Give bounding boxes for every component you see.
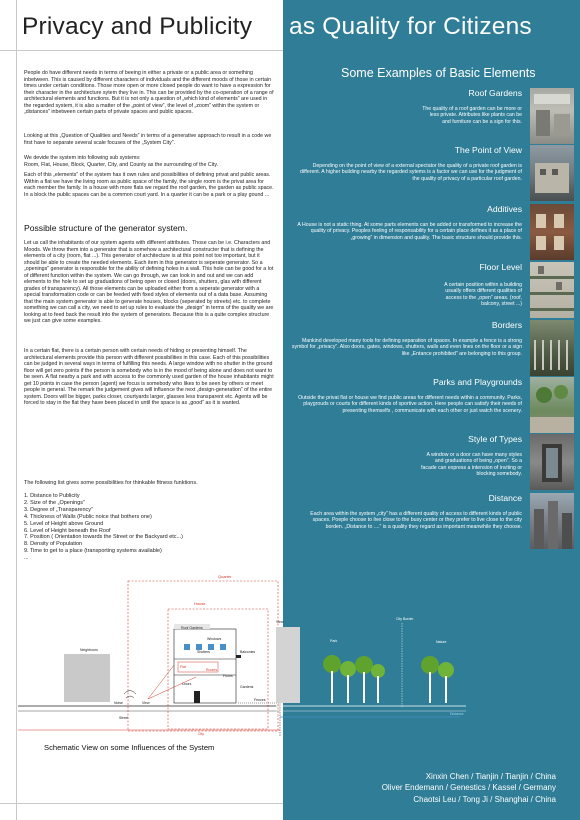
house-label: House	[194, 601, 206, 606]
shutters-label: Shutters	[197, 650, 211, 654]
tree	[340, 661, 356, 677]
roof-gardens-label: Roof Gardens	[181, 626, 203, 630]
section-title: Floor Level	[479, 262, 522, 272]
section-text: Depending on the point of view of a external spectator the quality of a private roof garden is different. A higher building nearby the regarded sytems is a factor we can use for the judgment of the quality of privacy of a particular roof garden.	[300, 163, 522, 182]
intro-paragraph-1: People do have different needs in terms of beeing in either a private or a public area or something inbetween. This is caused by different characters of individuals and the different moods of those in certain times under certain conditions. Those more open or more closed people do want to have a expression for their character in the architecture sytem they live in. This can be provided by the co-operation of a range of architectural elements and functions. But it is not only a question of „which kind of elements” are used in the regarded system, it is also a matter of the „point of view”, the level of „zoom” within the system or „distances” inbetween certain parts of private spaces and public spaces.	[24, 70, 274, 115]
view-line	[148, 665, 174, 699]
list-item: ...	[24, 555, 29, 562]
section-text: A House is not a static thing. At some parts elements can be added or transformed to increase the quality of privacy. Peoples feeling of responsability for a certain place defines it as a place of „growing” in dimension and quality. The basic structure should provide this.	[297, 222, 522, 241]
floor-level-photo	[530, 262, 574, 318]
city-label: City	[198, 732, 205, 736]
structure-heading: Possible structure of the generator system.	[24, 223, 188, 233]
section-title: Roof Gardens	[468, 88, 522, 98]
window	[184, 644, 190, 650]
style-of-types-photo	[530, 434, 574, 490]
list-item: 8. Density of Population	[24, 541, 83, 548]
tree-trunk	[445, 676, 447, 703]
section-title: Style of Types	[468, 434, 522, 444]
section-point-of-view	[287, 145, 526, 205]
list-item: 5. Level of Height above Ground	[24, 520, 104, 527]
distance-label: Distance	[450, 712, 464, 716]
section-title: Borders	[491, 320, 522, 330]
list-item: 7. Position ( Orientation towards the Street or the Backyard etc...)	[24, 534, 183, 541]
section-text: Outside the privat flat or house we find public areas for different needs within a community. Parks, playgrouds or courts for different kinds of sportive action. Here people can satisfy their needs of presenting themselfs , communicate with each other or just watch the scenery.	[298, 395, 522, 414]
list-item: 1. Distance to Publicity	[24, 493, 80, 499]
section-title: Additives	[487, 204, 522, 214]
list-item: 4. Thickness of Walls (Public noice that bothers one)	[24, 513, 152, 520]
parks-photo	[530, 377, 574, 433]
doors-label: Doors	[182, 682, 192, 686]
title-left: Privacy and Publicity	[22, 13, 253, 40]
park-label: Park	[330, 639, 338, 643]
window	[220, 644, 226, 650]
door	[194, 691, 200, 703]
tree-trunk	[363, 672, 365, 703]
tree	[371, 664, 385, 678]
city-border-label: City Border	[396, 617, 414, 621]
tree	[355, 656, 373, 674]
windows-label: Windows	[207, 637, 222, 641]
tree-trunk	[331, 671, 333, 703]
section-parks-playgrounds	[287, 377, 526, 437]
distance-photo	[530, 493, 574, 549]
list-item: 3. Degree of „Transparency”	[24, 506, 93, 513]
fitness-list	[24, 493, 276, 562]
guide-line-bottom	[0, 803, 283, 804]
tall-building-right	[276, 627, 300, 703]
park-trees	[323, 655, 385, 703]
author-line: Oliver Endemann / Genestics / Kassel / Germany	[381, 783, 556, 793]
list-item: 2. Size of the „Openings”	[24, 499, 85, 506]
section-text: A certain position within a building usually offers different qualities of access to the „open” areas. (roof, balcony, street ...)	[444, 282, 522, 308]
point-of-view-photo	[530, 145, 574, 201]
intro-paragraph-2: Looking at this „Question of Qualities and Needs” in terms of a generative approach to result in a code we first have to separate several scale focuses of the „System City”.	[24, 133, 272, 146]
section-distance	[287, 493, 526, 553]
floors-label: Floors	[223, 674, 233, 678]
diagram-caption: Schematic View on some Influences of the System	[44, 743, 215, 752]
nature-label: Nature	[436, 640, 447, 644]
tree-trunk	[429, 672, 431, 703]
section-additives	[287, 204, 526, 264]
section-title: Distance	[488, 493, 522, 503]
intro-paragraph-4: Each of this „elements” of the system has it own rules and possibilities of defining privat and public areas. Within a flat we have the living room as public space of the family, the single room is the privat area for each member the family. In a house with more flats we regard the roof garden, the garden as public space. In a block the public spaces can be a common court yard. In a quarter it can be a park or a play gound ...	[24, 172, 274, 198]
author-line: Xinxin Chen / Tianjin / Tianjin / China	[425, 772, 556, 781]
tree-trunk	[377, 676, 379, 703]
diagram-right-part	[276, 567, 466, 747]
balconies-label: Balconies	[240, 650, 256, 654]
nature-trees	[421, 656, 454, 703]
fences-label: Fences	[254, 698, 266, 702]
flat-label: Flat	[180, 665, 186, 669]
neighbours-label: Neighbours	[80, 648, 98, 652]
author-line: Chaotsi Leu / Tong Ji / Shanghai / China	[413, 794, 556, 804]
structure-paragraph-1: Let us call the inhabitants of our system agents with different attributes. Those can be i.e. Characters and Moods. We throw them into a generator that is somehow a architectural constructer that is defining the elements of a city (room, flat ...). This generator of architecture is at this point not too important, but it should be able to create the needed elements. Each item in this generator is seperate generator. So a „openings” generator is responsible for the ability of defining holes in a wall. This hole can be good for a lot of different function within the system. We can go through, we can look in and out and we can add elements to the hole to set up graduations of being open or closed (doors, shutters, glas with different grades of transparency). All those elements can be uploaded either from a seperate generator with a special transformation code or can be feeded with fixed styles of elements out of a data base. Assuming that the main system generator is able to generate houses, blocks (seperated by streets) etc. to complete something we can call a city, we need to set up rules to evaluate the „design” in terms of the quality we are looking at to feed back the result into the system of generators. Because this is a quite complex structure we just can give some examples.	[24, 240, 274, 324]
view-label: View	[142, 701, 150, 705]
rooms-label: Rooms	[206, 668, 218, 672]
noise-label: Noise	[114, 701, 123, 705]
authors-block	[382, 771, 556, 805]
section-roof-gardens	[287, 88, 526, 148]
tree	[421, 656, 439, 674]
guide-line-top	[0, 50, 283, 51]
street-label: Street	[119, 716, 129, 720]
section-style-of-types	[287, 434, 526, 494]
list-item: 6. Level of Height beneath the Roof	[24, 527, 111, 534]
neighbour-building	[64, 654, 110, 702]
noise-icon	[124, 691, 136, 699]
additives-photo	[530, 204, 574, 260]
view2-label: View	[276, 620, 284, 624]
section-text: A window or a door can have many styles and graduations of being „open”. So a facade can express a intension of inviting or blocking somebody.	[421, 452, 522, 478]
tree-trunk	[347, 675, 349, 703]
examples-heading: Some Examples of Basic Elements	[341, 66, 536, 80]
section-title: Parks and Playgrounds	[433, 377, 522, 387]
structure-paragraph-2: In a certain flat, there is a certain person with certain needs of hiding or presenting himself. The architectural elements provide this person with different possibilities in this case. Each of this possibilities can be judged in several ways in terms of fulfilling this needs. A large window with no shutter in the ground floor will get zero points if the person is somebody who is in the mood of being alone and does not want to be seen. A flat nearby a park and with access to the commonly used garden of the house inhabitants might get 10 points in case the person (agent) we focus is somebody who likes to be seen by others or meet people in general. The remark the judgement gives will influence the next „design-generation” of the entire system. Doors will be bigger, parks closer, courtyards larger, glasses less transparent etc. Agents will be forced to stay in the flat they have been placed in until the space is as „good” as it is wanted.	[24, 348, 274, 406]
tree	[438, 662, 454, 678]
title-right: as Quality for Citizens	[289, 13, 532, 40]
balcony	[236, 655, 241, 658]
section-title: The Point of View	[454, 145, 522, 155]
section-text: Each area within the system „city” has a different quality of access to different kinds of public spaces. Poeple choose to live close to the busy center or they prefer to live close to the city borden. „Distance to ....” is a quality they regard as important meanwhile they choose.	[310, 511, 522, 530]
fitness-intro: The following list gives some possibilities for thinkable fitness funktions.	[24, 480, 198, 486]
borders-photo	[530, 320, 574, 376]
roof-garden-photo	[530, 88, 574, 144]
tree	[323, 655, 341, 673]
guide-line-left	[16, 0, 17, 820]
section-text: Mankind developed many tools for defining separation of spaces. In example a fence is a strong symbol for „privacy”. Also doors, gates, windows, shutters, walls and even lines on the floor or a sign like „Entance prohibited” are belonging to this group.	[291, 338, 522, 357]
schematic-diagram	[18, 567, 284, 747]
section-borders	[287, 320, 526, 380]
gardens-label: Gardens	[240, 685, 254, 689]
list-item: 9. Time to get to a place (transporting systems available)	[24, 548, 162, 555]
quarter-label: Quarter	[218, 574, 232, 579]
intro-paragraph-3: We devide the system into following sub systems: Room, Flat, House, Block, Quarter, City, and County as the surrounding of the City.	[24, 155, 219, 168]
section-floor-level	[287, 262, 526, 322]
section-text: The quality of a roof garden can be more or less private. Attributes like plants can be and furniture can be a sign for this.	[422, 106, 522, 125]
